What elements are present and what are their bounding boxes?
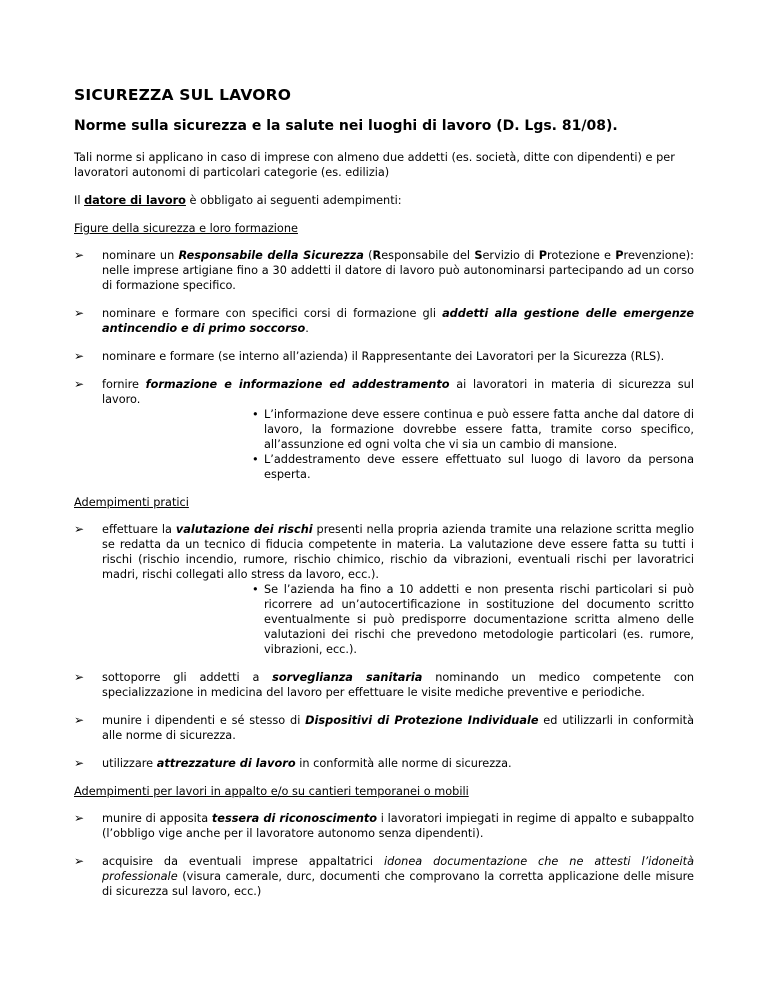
sub-list-item: • Se l’azienda ha fino a 10 addetti e non presenta rischi particolari si può ricorrere ad un’autocertificazione in sostituzione del documento scritto eventualmente si può predisporre documentazione scritta almeno delle valutazioni dei rischi che prevedono metodologie particolari (es. rumore, vibrazioni, ecc.). [252,583,694,656]
bullet-icon: • [252,583,259,596]
arrow-bullet-icon: ➢ [74,306,85,320]
list-item: ➢ fornire formazione e informazione ed addestramento ai lavoratori in materia di sicurezza sul lavoro. • L’informazione deve essere continua e può essere fatta anche dal datore di lavoro, la formazione dovrebbe essere fatta, tramite corso specifico, all’assunzione ed ogni volta che vi sia un cambio di mansione. • L’addestramento deve essere effettuato sul luogo di lavoro da persona esperta. [74,377,694,481]
arrow-bullet-icon: ➢ [74,522,85,536]
arrow-bullet-icon: ➢ [74,854,85,868]
list-item: ➢ utilizzare attrezzature di lavoro in conformità alle norme di sicurezza. [74,756,512,770]
arrow-bullet-icon: ➢ [74,670,85,684]
arrow-bullet-icon: ➢ [74,713,85,727]
arrow-bullet-icon: ➢ [74,349,85,363]
intro-paragraph: Tali norme si applicano in caso di imprese con almeno due addetti (es. società, ditte con dipendenti) e per lavoratori autonomi di particolari categorie (es. edilizia) [74,151,675,179]
bullet-icon: • [252,408,259,421]
arrow-bullet-icon: ➢ [74,248,85,262]
list-item: ➢ munire i dipendenti e sé stesso di Dispositivi di Protezione Individuale ed utilizzarli in conformità alle norme di sicurezza. [74,713,694,742]
employer-term: datore di lavoro [84,194,186,207]
list-item: ➢ sottoporre gli addetti a sorveglianza sanitaria nominando un medico competente con specializzazione in medicina del lavoro per effettuare le visite mediche preventive e periodiche. [74,670,695,699]
document-title: SICUREZZA SUL LAVORO [74,86,292,104]
sub-list [102,582,694,657]
list-item: ➢ nominare e formare (se interno all’azienda) il Rappresentante dei Lavoratori per la Sicurezza (RLS). [74,349,665,363]
sub-list [102,407,694,482]
obligation-paragraph: Il datore di lavoro è obbligato ai seguenti adempimenti: [74,194,402,207]
document-subtitle: Norme sulla sicurezza e la salute nei luoghi di lavoro (D. Lgs. 81/08). [74,118,618,134]
bullet-icon: • [252,453,259,466]
sub-list-item: • L’addestramento deve essere effettuato sul luogo di lavoro da persona esperta. [252,453,694,481]
arrow-bullet-icon: ➢ [74,811,85,825]
section-heading-practical: Adempimenti pratici [74,496,189,509]
list-item: ➢ effettuare la valutazione dei rischi presenti nella propria azienda tramite una relazione scritta meglio se redatta da un tecnico di fiducia competente in materia. La valutazione deve essere fatta su tutti i rischi (rischio incendio, rumore, rischio chimico, rischio da vibrazioni, eventuali rischi per lavoratrici madri, rischi collegati allo stress da lavoro, ecc.). • Se l’azienda ha fino a 10 addetti e non presenta rischi particolari si può ricorrere ad un’autocertificazione in sostituzione del documento scritto eventualmente si può predisporre documentazione scritta almeno delle valutazioni dei rischi che prevedono metodologie particolari (es. rumore, vibrazioni, ecc.). [74,522,694,656]
list-item: ➢ nominare e formare con specifici corsi di formazione gli addetti alla gestione delle emergenze antincendio e di primo soccorso. [74,306,694,335]
list-item: ➢ acquisire da eventuali imprese appaltatrici idonea documentazione che ne attesti l’idoneità professionale (visura camerale, durc, documenti che comprovano la corretta applicazione delle misure di sicurezza sul lavoro, ecc.) [74,854,694,898]
list-item: ➢ nominare un Responsabile della Sicurezza (Responsabile del Servizio di Protezione e Prevenzione): nelle imprese artigiane fino a 30 addetti il datore di lavoro può autonominarsi partecipando ad un corso di formazione specifico. [74,248,694,292]
section-heading-figures: Figure della sicurezza e loro formazione [74,222,298,235]
list-item: ➢ munire di apposita tessera di riconoscimento i lavoratori impiegati in regime di appalto e subappalto (l’obbligo vige anche per il lavoratore autonomo senza dipendenti). [74,811,695,840]
sub-list-item: • L’informazione deve essere continua e può essere fatta anche dal datore di lavoro, la formazione dovrebbe essere fatta, tramite corso specifico, all’assunzione ed ogni volta che vi sia un cambio di mansione. [252,408,694,451]
arrow-bullet-icon: ➢ [74,756,85,770]
arrow-bullet-icon: ➢ [74,377,85,391]
section-heading-contracts: Adempimenti per lavori in appalto e/o su cantieri temporanei o mobili [74,785,469,798]
